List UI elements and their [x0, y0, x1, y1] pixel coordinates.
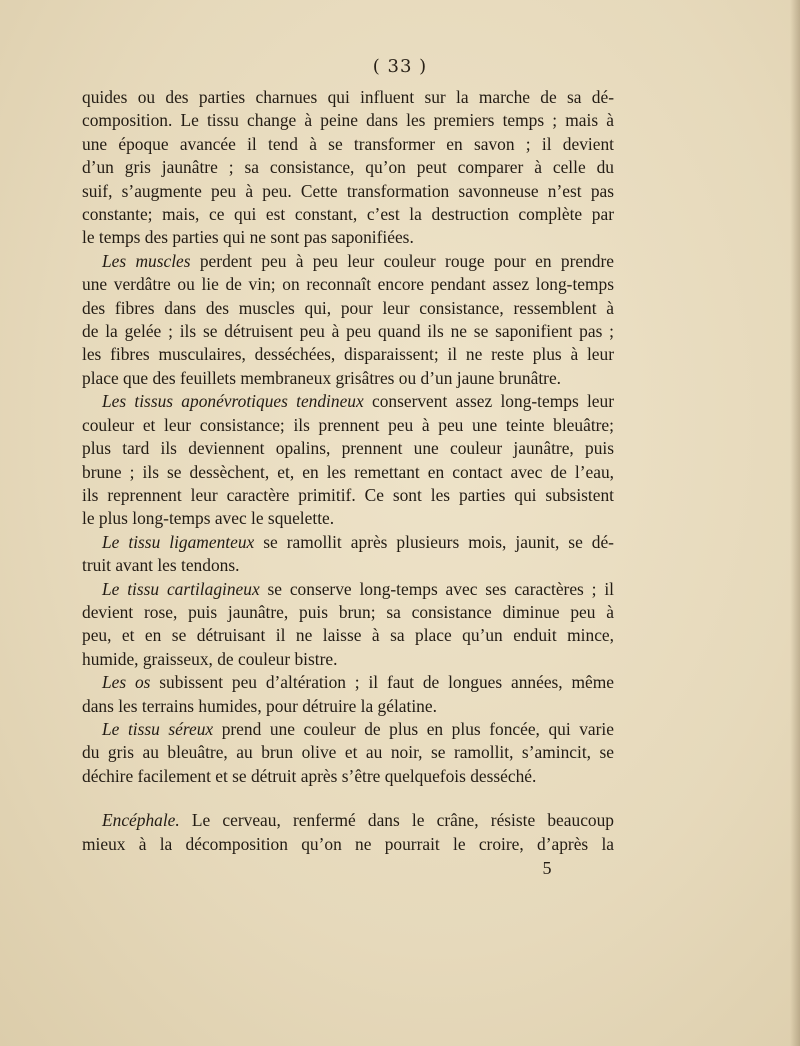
- text-line: suif, s’augmente peu à peu. Cette transformation savonneuse n’est pas: [82, 180, 614, 201]
- italic-lead: Le tissu séreux: [102, 718, 214, 739]
- text-line: ils reprennent leur caractère primitif. Ce sont les parties qui subsistent: [82, 484, 614, 505]
- text-line: [82, 531, 614, 554]
- text-run: prend une couleur de plus en plus foncée, qui varie: [213, 718, 614, 739]
- text-line: constante; mais, ce qui est constant, c’est la destruction complète par: [82, 204, 614, 225]
- text-run: Le cerveau, renfermé dans le crâne, résiste beaucoup: [179, 810, 614, 831]
- text-run: se conserve long-temps avec ses caractères ; il: [259, 578, 614, 599]
- italic-lead: Encéphale.: [102, 810, 180, 831]
- italic-lead: Le tissu ligamenteux: [102, 531, 255, 552]
- text-run: perdent peu à peu leur couleur rouge pour en prendre: [190, 250, 614, 271]
- text-line: couleur et leur consistance; ils prennent peu à peu une teinte bleuâtre;: [82, 414, 614, 435]
- text-line: de la gelée ; ils se détruisent peu à peu quand ils ne se saponifient pas ;: [82, 321, 614, 342]
- italic-lead: Les os: [102, 672, 151, 693]
- text-line: [82, 671, 614, 694]
- text-line: les fibres musculaires, desséchées, disparaissent; il ne reste plus à leur: [82, 344, 614, 365]
- text-line: place que des feuillets membraneux grisâtres ou d’un jaune brunâtre.: [82, 367, 562, 388]
- text-line: [82, 390, 614, 413]
- text-line: brune ; ils se dessèchent, et, en les remettant en contact avec de l’eau,: [82, 461, 614, 482]
- text-line: le temps des parties qui ne sont pas saponifiées.: [82, 227, 414, 248]
- text-line: [82, 578, 614, 601]
- text-line: le plus long-temps avec le squelette.: [82, 508, 335, 529]
- text-line: mieux à la décomposition qu’on ne pourrait le croire, d’après la: [82, 833, 614, 854]
- text-line: [82, 250, 614, 273]
- text-line: déchire facilement et se détruit après s’être quelquefois desséché.: [82, 765, 537, 786]
- paragraph: [82, 718, 614, 788]
- paragraph: [82, 250, 614, 390]
- signature-mark: 5: [542, 858, 552, 878]
- italic-lead: Les tissus aponévrotiques tendineux: [102, 391, 364, 412]
- text-line: une époque avancée il tend à se transformer en savon ; il devient: [82, 133, 614, 154]
- text-line: une verdâtre ou lie de vin; on reconnaît encore pendant assez long-temps: [82, 274, 614, 295]
- italic-lead: Les muscles: [102, 250, 191, 271]
- paragraph: [82, 671, 614, 718]
- text-run: subissent peu d’altération ; il faut de longues années, même: [150, 672, 614, 693]
- paragraph: [82, 531, 614, 578]
- text-line: devient rose, puis jaunâtre, puis brun; sa consistance diminue peu à: [82, 601, 614, 622]
- text-line: quides ou des parties charnues qui influent sur la marche de sa dé-: [82, 87, 614, 107]
- paragraph: [82, 809, 614, 856]
- text-line: d’un gris jaunâtre ; sa consistance, qu’on peut comparer à celle du: [82, 157, 614, 178]
- text-run: conservent assez long-temps leur: [363, 391, 615, 412]
- section-gap: [82, 788, 614, 809]
- text-line: peu, et en se détruisant il ne laisse à sa place qu’un enduit mince,: [82, 625, 614, 646]
- text-line: [82, 718, 614, 741]
- text-line: truit avant les tendons.: [82, 555, 240, 576]
- text-line: humide, graisseux, de couleur bistre.: [82, 648, 338, 669]
- italic-lead: Le tissu cartilagineux: [102, 578, 260, 599]
- text-run: se ramollit après plusieurs mois, jaunit, se dé-: [254, 531, 614, 552]
- paragraph: [82, 390, 614, 530]
- text-line: dans les terrains humides, pour détruire la gélatine.: [82, 695, 437, 716]
- text-line: [82, 809, 614, 832]
- paragraph: [82, 578, 614, 672]
- text-line: du gris au bleuâtre, au brun olive et au noir, se ramollit, s’amincit, se: [82, 742, 614, 763]
- text-line: des fibres dans des muscles qui, pour leur consistance, ressemblent à: [82, 297, 614, 318]
- text-line: composition. Le tissu change à peine dans les premiers temps ; mais à: [82, 110, 614, 131]
- text-line: plus tard ils deviennent opalins, prennent une couleur jaunâtre, puis: [82, 438, 614, 459]
- page-edge-shadow: [790, 0, 800, 1046]
- paragraph: [82, 86, 614, 250]
- body-text: [82, 86, 614, 856]
- page-number: ( 33 ): [372, 56, 428, 77]
